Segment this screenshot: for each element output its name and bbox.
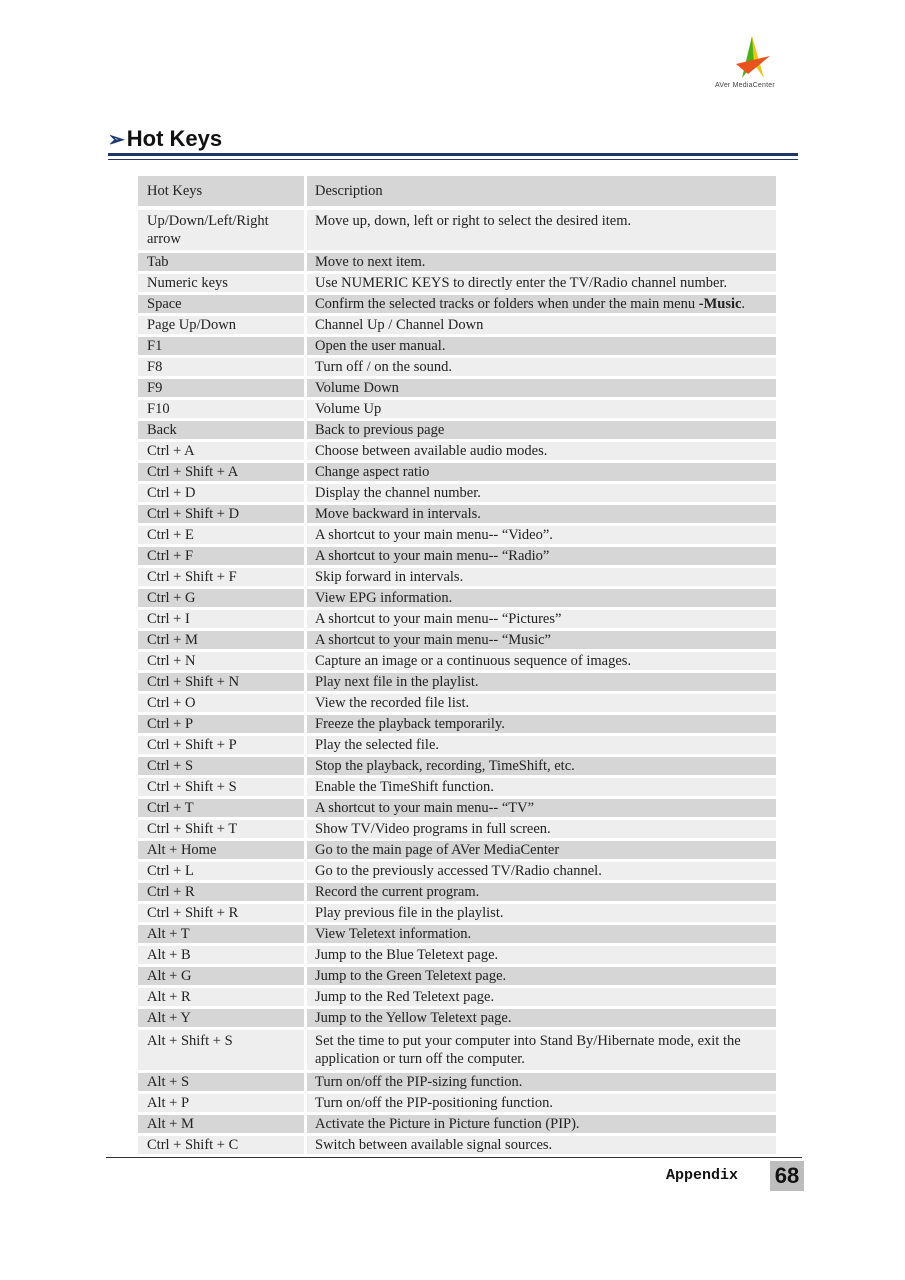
- page-title-text: Hot Keys: [126, 126, 223, 151]
- logo-text: AVer MediaCenter: [715, 82, 775, 89]
- table-row: [138, 210, 776, 250]
- description-cell: Record the current program.: [307, 883, 776, 901]
- description-cell: Play next file in the playlist.: [307, 673, 776, 691]
- hotkey-cell: Ctrl + Shift + T: [138, 820, 304, 838]
- hotkey-cell: Back: [138, 421, 304, 439]
- hotkey-cell: F9: [138, 379, 304, 397]
- hotkey-cell: Up/Down/Left/Right arrow: [138, 210, 304, 250]
- hotkey-cell: Ctrl + E: [138, 526, 304, 544]
- table-row: [138, 904, 776, 922]
- description-cell: Enable the TimeShift function.: [307, 778, 776, 796]
- description-cell: Confirm the selected tracks or folders when under the main menu -Music.: [307, 295, 776, 313]
- hotkey-cell: Alt + T: [138, 925, 304, 943]
- hotkey-cell: Alt + P: [138, 1094, 304, 1112]
- table-row: [138, 421, 776, 439]
- page-title: [108, 126, 222, 152]
- table-row: [138, 946, 776, 964]
- table-row: [138, 358, 776, 376]
- hotkeys-table: [138, 176, 776, 1157]
- description-cell: Back to previous page: [307, 421, 776, 439]
- description-cell: Freeze the playback temporarily.: [307, 715, 776, 733]
- description-cell: Capture an image or a continuous sequence of images.: [307, 652, 776, 670]
- description-cell: Volume Up: [307, 400, 776, 418]
- hotkey-cell: Ctrl + S: [138, 757, 304, 775]
- header-hotkeys: Hot Keys: [138, 176, 304, 206]
- table-row: [138, 778, 776, 796]
- table-row: [138, 610, 776, 628]
- description-cell: Channel Up / Channel Down: [307, 316, 776, 334]
- table-row: [138, 652, 776, 670]
- description-cell: Set the time to put your computer into Stand By/Hibernate mode, exit the application or turn off the computer.: [307, 1030, 776, 1070]
- description-cell: A shortcut to your main menu-- “Video”.: [307, 526, 776, 544]
- hotkey-cell: Tab: [138, 253, 304, 271]
- hotkey-cell: Ctrl + P: [138, 715, 304, 733]
- description-cell: Show TV/Video programs in full screen.: [307, 820, 776, 838]
- hotkey-cell: Alt + Shift + S: [138, 1030, 304, 1070]
- description-cell: Move backward in intervals.: [307, 505, 776, 523]
- description-cell: A shortcut to your main menu-- “Radio”: [307, 547, 776, 565]
- table-row: [138, 568, 776, 586]
- table-row: [138, 883, 776, 901]
- description-cell: Turn on/off the PIP-positioning function.: [307, 1094, 776, 1112]
- description-cell: Jump to the Yellow Teletext page.: [307, 1009, 776, 1027]
- table-row: [138, 988, 776, 1006]
- footer-section: Appendix: [666, 1167, 739, 1184]
- table-row: [138, 820, 776, 838]
- hotkey-cell: Alt + B: [138, 946, 304, 964]
- table-row: [138, 1009, 776, 1027]
- description-cell: Move up, down, left or right to select the desired item.: [307, 210, 776, 250]
- description-cell: Display the channel number.: [307, 484, 776, 502]
- description-cell: Move to next item.: [307, 253, 776, 271]
- hotkey-cell: Numeric keys: [138, 274, 304, 292]
- hotkey-cell: Alt + Home: [138, 841, 304, 859]
- hotkey-cell: Ctrl + I: [138, 610, 304, 628]
- hotkey-cell: Ctrl + Shift + P: [138, 736, 304, 754]
- table-row: [138, 589, 776, 607]
- hotkey-cell: Ctrl + M: [138, 631, 304, 649]
- hotkey-cell: Ctrl + N: [138, 652, 304, 670]
- hotkey-cell: Ctrl + T: [138, 799, 304, 817]
- description-cell: Choose between available audio modes.: [307, 442, 776, 460]
- description-cell: Play the selected file.: [307, 736, 776, 754]
- description-cell: Go to the previously accessed TV/Radio channel.: [307, 862, 776, 880]
- description-cell: Turn on/off the PIP-sizing function.: [307, 1073, 776, 1091]
- hotkey-cell: Ctrl + A: [138, 442, 304, 460]
- table-row: [138, 379, 776, 397]
- table-row: [138, 1094, 776, 1112]
- description-cell: Turn off / on the sound.: [307, 358, 776, 376]
- description-cell: View Teletext information.: [307, 925, 776, 943]
- table-row: [138, 715, 776, 733]
- hotkey-cell: Ctrl + O: [138, 694, 304, 712]
- hotkey-cell: Ctrl + R: [138, 883, 304, 901]
- hotkey-cell: Ctrl + Shift + S: [138, 778, 304, 796]
- title-rule-thin: [108, 159, 798, 160]
- table-header: [138, 176, 776, 206]
- description-cell: Play previous file in the playlist.: [307, 904, 776, 922]
- hotkey-cell: Alt + G: [138, 967, 304, 985]
- hotkey-cell: F8: [138, 358, 304, 376]
- title-rule: [108, 153, 798, 156]
- table-row: [138, 253, 776, 271]
- hotkey-cell: Ctrl + Shift + N: [138, 673, 304, 691]
- table-row: [138, 925, 776, 943]
- description-cell: Activate the Picture in Picture function (PIP).: [307, 1115, 776, 1133]
- description-cell: Skip forward in intervals.: [307, 568, 776, 586]
- page-number: 68: [770, 1161, 804, 1191]
- table-row: [138, 1115, 776, 1133]
- table-row: [138, 463, 776, 481]
- table-row: [138, 694, 776, 712]
- description-cell: Jump to the Red Teletext page.: [307, 988, 776, 1006]
- hotkey-cell: Ctrl + Shift + C: [138, 1136, 304, 1154]
- description-cell: Change aspect ratio: [307, 463, 776, 481]
- description-cell: View EPG information.: [307, 589, 776, 607]
- hotkey-cell: Space: [138, 295, 304, 313]
- description-cell: Go to the main page of AVer MediaCenter: [307, 841, 776, 859]
- description-cell: Jump to the Blue Teletext page.: [307, 946, 776, 964]
- description-cell: A shortcut to your main menu-- “Music”: [307, 631, 776, 649]
- table-row: [138, 400, 776, 418]
- hotkey-cell: Ctrl + D: [138, 484, 304, 502]
- hotkey-cell: Alt + Y: [138, 1009, 304, 1027]
- hotkey-cell: Ctrl + F: [138, 547, 304, 565]
- table-row: [138, 862, 776, 880]
- footer-rule: [106, 1157, 802, 1158]
- table-row: [138, 547, 776, 565]
- description-cell: Volume Down: [307, 379, 776, 397]
- description-cell: Switch between available signal sources.: [307, 1136, 776, 1154]
- table-row: [138, 799, 776, 817]
- table-row: [138, 526, 776, 544]
- description-cell: A shortcut to your main menu-- “Pictures”: [307, 610, 776, 628]
- header-description: Description: [307, 176, 776, 206]
- hotkey-cell: Alt + R: [138, 988, 304, 1006]
- hotkey-cell: Ctrl + Shift + A: [138, 463, 304, 481]
- table-row: [138, 1030, 776, 1070]
- hotkey-cell: Ctrl + L: [138, 862, 304, 880]
- table-row: [138, 967, 776, 985]
- hotkey-cell: Ctrl + G: [138, 589, 304, 607]
- hotkey-cell: Ctrl + Shift + D: [138, 505, 304, 523]
- table-row: [138, 757, 776, 775]
- table-row: [138, 736, 776, 754]
- table-row: [138, 673, 776, 691]
- description-cell: Open the user manual.: [307, 337, 776, 355]
- hotkey-cell: Alt + S: [138, 1073, 304, 1091]
- table-row: [138, 841, 776, 859]
- table-row: [138, 442, 776, 460]
- description-cell: Jump to the Green Teletext page.: [307, 967, 776, 985]
- description-cell: Use NUMERIC KEYS to directly enter the TV/Radio channel number.: [307, 274, 776, 292]
- table-row: [138, 1073, 776, 1091]
- description-cell: A shortcut to your main menu-- “TV”: [307, 799, 776, 817]
- hotkey-cell: Ctrl + Shift + R: [138, 904, 304, 922]
- table-row: [138, 274, 776, 292]
- hotkey-cell: F10: [138, 400, 304, 418]
- table-row: [138, 631, 776, 649]
- table-row: [138, 337, 776, 355]
- description-cell: Stop the playback, recording, TimeShift, etc.: [307, 757, 776, 775]
- hotkey-cell: Page Up/Down: [138, 316, 304, 334]
- table-row: [138, 505, 776, 523]
- hotkey-cell: Alt + M: [138, 1115, 304, 1133]
- hotkey-cell: Ctrl + Shift + F: [138, 568, 304, 586]
- table-row: [138, 316, 776, 334]
- table-row: [138, 1136, 776, 1154]
- table-row: [138, 484, 776, 502]
- description-cell: View the recorded file list.: [307, 694, 776, 712]
- table-row: [138, 295, 776, 313]
- arrow-icon: ➢: [108, 128, 125, 151]
- hotkey-cell: F1: [138, 337, 304, 355]
